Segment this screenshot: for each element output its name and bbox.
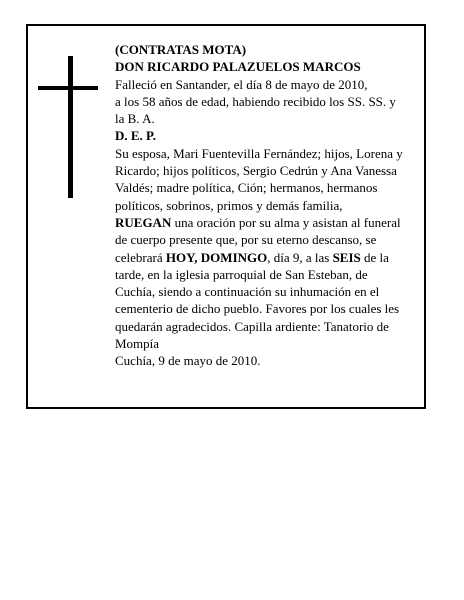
request-bold: RUEGAN: [115, 214, 172, 230]
celebration-line: [115, 249, 420, 266]
place-line: Cuchía, siendo a continuación su inhumación en el: [115, 284, 380, 300]
request-line: de cuerpo presente que, por su eterno descanso, se: [115, 232, 377, 248]
death-info-line: a los 58 años de edad, habiendo recibido los SS. SS. y: [115, 93, 396, 109]
place-line: Mompía: [115, 336, 160, 352]
request-text: una oración por su alma y asistan al funeral: [171, 214, 401, 230]
cross-icon-bar: [38, 86, 98, 90]
family-line: Ricardo; hijos políticos, Sergio Cedrún y Ana Vanessa: [115, 163, 397, 179]
celebrate-mid: , día 9, a las: [267, 249, 333, 265]
deceased-name: DON RICARDO PALAZUELOS MARCOS: [115, 59, 361, 75]
celebrate-pre: celebrará: [115, 249, 166, 265]
family-line: Valdés; madre política, Ción; hermanos, hermanos: [115, 180, 378, 196]
date-place: Cuchía, 9 de mayo de 2010.: [115, 353, 261, 369]
company-name: (CONTRATAS MOTA): [115, 42, 247, 57]
death-info-line: Falleció en Santander, el día 8 de mayo de 2010,: [115, 76, 368, 92]
rip-text: D. E. P.: [115, 128, 157, 144]
celebrate-day: HOY, DOMINGO: [165, 249, 268, 265]
place-line: quedarán agradecidos. Capilla ardiente: Tanatorio de: [115, 318, 389, 334]
family-line: Su esposa, Mari Fuentevilla Fernández; hijos, Lorena y: [115, 145, 403, 161]
obituary-text: [115, 41, 420, 370]
celebrate-post: de la: [360, 249, 389, 265]
obituary-notice: [26, 24, 426, 409]
request-line: [115, 214, 420, 231]
place-line: cementerio de dicho pueblo. Favores por los cuales les: [115, 301, 400, 317]
place-line: tarde, en la iglesia parroquial de San Esteban, de: [115, 266, 368, 282]
family-line: políticos, sobrinos, primos y demás familia,: [115, 197, 343, 213]
death-info-line: la B. A.: [115, 111, 155, 127]
celebrate-hour: SEIS: [332, 249, 361, 265]
cross-icon: [68, 56, 73, 198]
